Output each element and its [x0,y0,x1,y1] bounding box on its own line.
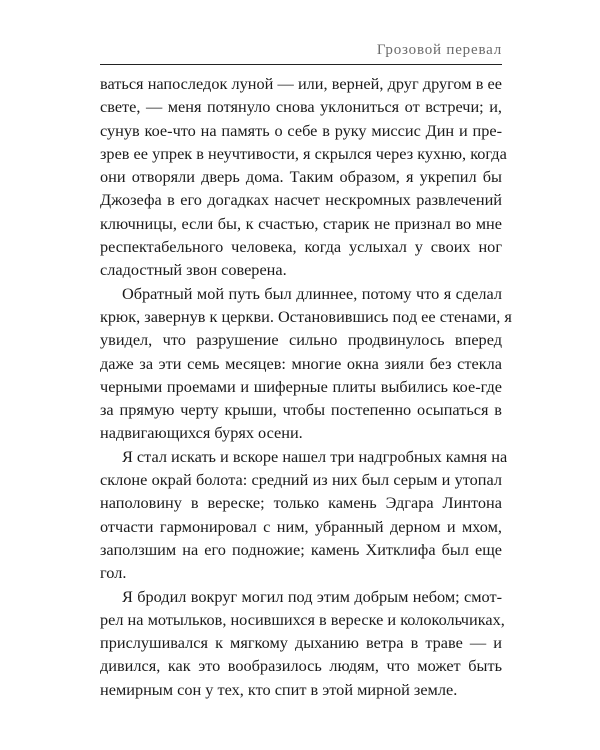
text-line: Обратный мой путь был длиннее, потому что я сделал [122,283,502,303]
text-line: свете, — меня потянуло снова уклониться от встречи; и, [100,97,502,117]
text-line: дивился, как это вообразилось людям, что может быть [100,656,502,676]
running-head [100,38,502,65]
text-line: ключницы, если бы, к счастью, старик не признал во мне [100,213,502,233]
text-line: респектабельного человека, когда услыхал у своих ног [100,237,502,257]
text-line: немирным сон у тех, кто спит в этой мирной земле. [100,679,458,699]
paragraph [100,585,505,701]
text-line: Я бродил вокруг могил под этим добрым небом; смот- [122,586,502,606]
text-line: черными проемами и шиферные плиты выбились кое-где [100,376,502,396]
text-line: крюк, завернув к церкви. Остановившись под ее стенами, я [100,306,512,326]
text-line: сунув кое-что на память о себе в руку миссис Дин и пре- [100,120,502,140]
paragraph [100,445,508,585]
text-line: увидел, что разрушение сильно продвинулось вперед [100,330,502,350]
text-line: Джозефа в его догадках насчет нескромных развлечений [100,190,502,210]
paragraph [100,282,512,445]
text-line: сладостный звон соверена. [100,260,287,280]
text-line: прислушивался к мягкому дыханию ветра в траве — и [100,633,502,653]
paragraph [100,72,507,282]
text-line: за прямую черту крыши, чтобы постепенно осыпаться в [100,400,502,420]
text-line: гол. [100,563,127,583]
text-line: ваться напоследок луной — или, верней, друг другом в ее [100,74,502,93]
body-text [100,72,512,701]
text-line: отчасти гармонировал с ним, убранный дерном и мхом, [100,516,502,536]
text-line: Я стал искать и вскоре нашел три надгробных камня на [122,446,508,466]
text-line: наполовину в вереске; только камень Эдгара Линтона [100,493,502,513]
text-line: рел на мотыльков, носившихся в вереске и колокольчиках, [100,609,505,629]
text-line: они отворяли дверь дома. Таким образом, я укрепил бы [100,167,502,187]
text-line: склоне окрай болота: средний из них был серым и утопал [100,470,502,490]
text-line: надвигающихся бурях осени. [100,423,303,443]
text-line: даже за эти семь месяцев: многие окна зияли без стекла [100,353,502,373]
running-head-title: Грозовой перевал [376,42,502,58]
text-line: заползшим на его подножие; камень Хитклифа был еще [100,539,502,559]
text-line: зрев ее упрек в неучтивости, я скрылся через кухню, когда [100,143,507,163]
